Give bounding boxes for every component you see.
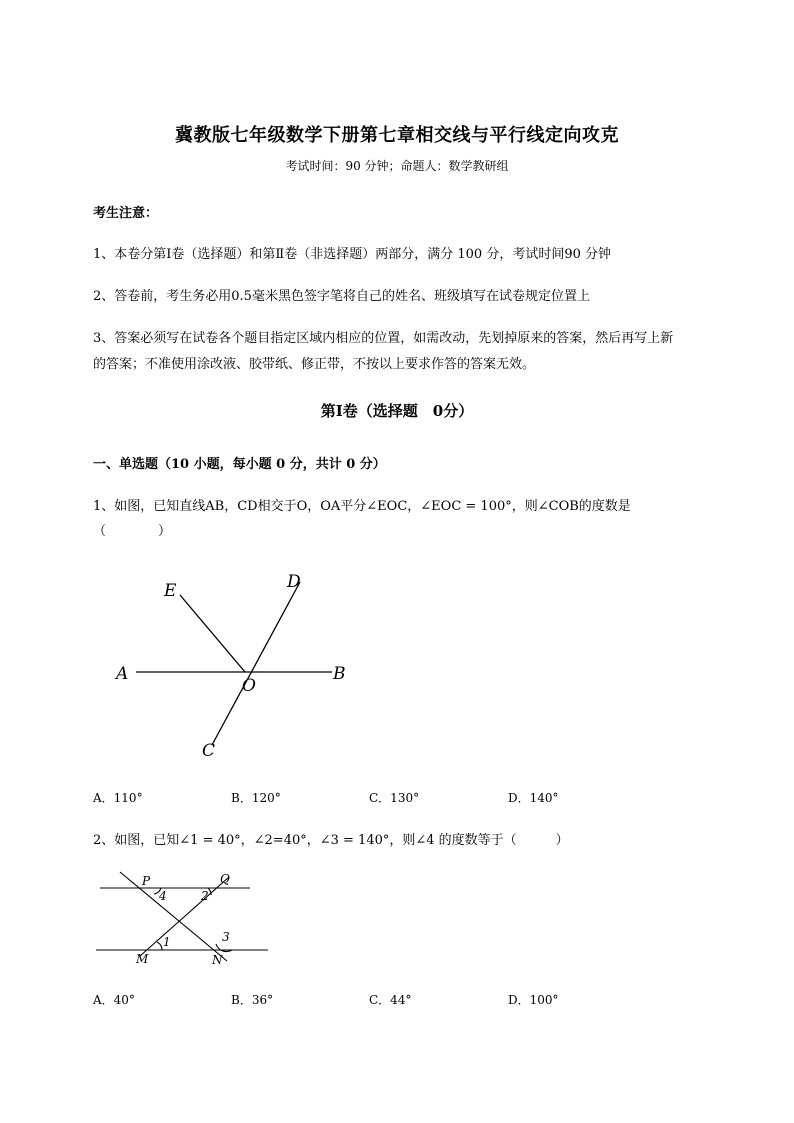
- question-1-option-a[interactable]: A．110°: [93, 791, 143, 805]
- question-1-stem: 1、如图，已知直线AB，CD相交于O，OA平分∠EOC，∠EOC = 100°，则∠COB的度数是: [93, 499, 631, 514]
- question-1-option-d[interactable]: D．140°: [508, 791, 559, 805]
- label-e: E: [164, 581, 177, 601]
- label-o: O: [242, 676, 256, 696]
- question-2-stem: 2、如图，已知∠1 = 40°，∠2=40°，∠3 = 140°，则∠4 的度数等于（ ）: [93, 833, 569, 848]
- label-a: A: [116, 664, 129, 684]
- line-pn: [120, 872, 227, 961]
- angle-3-label: 3: [222, 930, 230, 944]
- exam-info: 考试时间：90 分钟；命题人：数学教研组: [285, 159, 509, 173]
- notice-item-2: 2、答卷前，考生务必用0.5毫米黑色签字笔将自己的姓名、班级填写在试卷规定位置上: [93, 289, 590, 304]
- question-2-option-c[interactable]: C．44°: [369, 993, 412, 1007]
- question-2-figure: [92, 865, 272, 970]
- question-2-option-d[interactable]: D．100°: [508, 993, 559, 1007]
- question-2-option-a[interactable]: A．40°: [93, 993, 135, 1007]
- notice-item-3: 3、答案必须写在试卷各个题目指定区域内相应的位置，如需改动，先划掉原来的答案，然后再写上新: [93, 331, 674, 346]
- label-c: C: [202, 741, 216, 761]
- question-1-figure: [110, 565, 360, 765]
- page-title: 冀教版七年级数学下册第七章相交线与平行线定向攻克: [175, 125, 619, 146]
- label-d: D: [287, 572, 301, 592]
- question-2-option-b[interactable]: B．36°: [231, 993, 274, 1007]
- angle-2-label: 2: [201, 889, 209, 903]
- notice-item-3-cont: 的答案；不准使用涂改液、胶带纸、修正带，不按以上要求作答的答案无效。: [93, 357, 536, 372]
- question-1-option-c[interactable]: C．130°: [369, 791, 420, 805]
- angle-4-label: 4: [159, 889, 167, 903]
- section-title: 第Ⅰ卷（选择题 0分）: [320, 402, 474, 420]
- label-q: Q: [220, 872, 230, 886]
- part-heading: 一、单选题（10 小题，每小题 0 分，共计 0 分）: [93, 457, 386, 472]
- label-p: P: [142, 874, 151, 888]
- notice-item-1: 1、本卷分第Ⅰ卷（选择题）和第Ⅱ卷（非选择题）两部分，满分 100 分，考试时间90 分钟: [93, 247, 611, 262]
- angle-1-arc: [157, 942, 162, 950]
- angle-1-label: 1: [163, 935, 171, 949]
- question-1-option-b[interactable]: B．120°: [231, 791, 281, 805]
- line-cd: [212, 582, 300, 745]
- label-m: M: [136, 952, 149, 966]
- label-n: N: [212, 953, 223, 967]
- label-b: B: [333, 664, 346, 684]
- question-1-blank: （ ）: [93, 524, 172, 539]
- ray-oe: [180, 595, 245, 672]
- notice-heading: 考生注意：: [93, 206, 159, 221]
